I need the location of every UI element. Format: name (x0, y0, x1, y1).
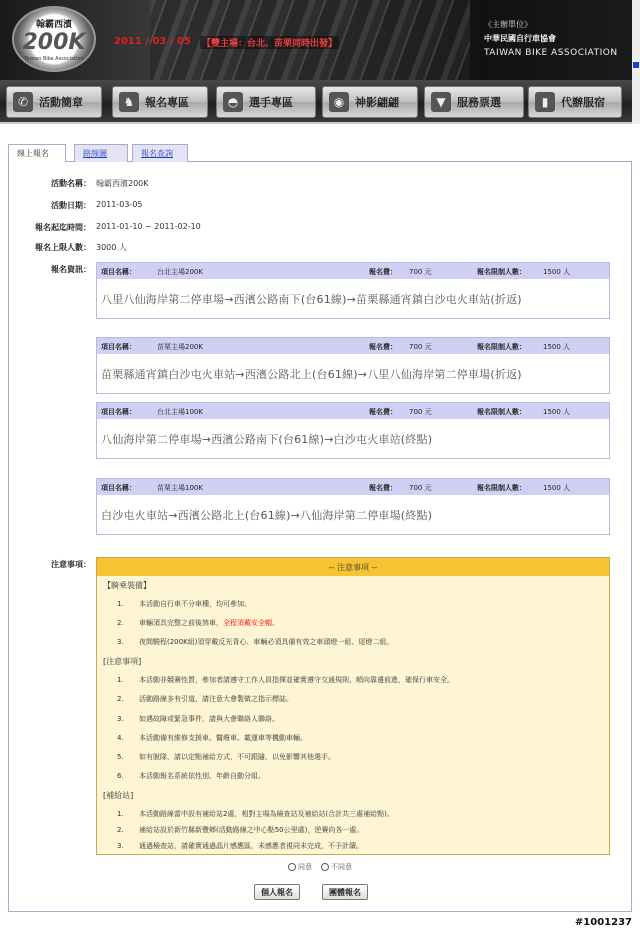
side-strip (632, 0, 640, 124)
route-name: 苗栗主場100K (157, 484, 203, 492)
nav-item-riders[interactable] (216, 86, 316, 118)
route-limit-label: 報名限制人數： (477, 408, 526, 416)
nav-item-lodging[interactable] (528, 86, 622, 118)
registration-panel (8, 162, 632, 912)
route-header (97, 263, 609, 279)
event-date-label: 活動日期： (51, 201, 91, 210)
notice-section-title: 【騎乘裝備】 (103, 581, 151, 590)
organizer-english: TAIWAN BIKE ASSOCIATION (484, 48, 618, 58)
route-name: 苗栗主場200K (157, 343, 203, 351)
route-limit: 1500 人 (543, 343, 571, 351)
event-name-label: 活動名稱： (51, 179, 91, 188)
route-limit: 1500 人 (543, 484, 571, 492)
event-date-value: 2011-03-05 (96, 200, 143, 209)
route-path: 白沙屯火車站→西濱公路北上(台61線)→八仙海岸第二停車場(終點) (101, 508, 433, 522)
megaphone-icon: ✆ (13, 92, 33, 112)
route-limit-label: 報名限制人數： (477, 268, 526, 276)
nav-item-activity[interactable] (6, 86, 102, 118)
nav-label: 選手專區 (249, 96, 293, 109)
route-limit-label: 報名限制人數： (477, 484, 526, 492)
route-fee-label: 報名費： (369, 268, 397, 276)
route-fee-label: 報名費： (369, 484, 397, 492)
route-header (97, 338, 609, 354)
notice-header: -- 注意事項 -- (97, 558, 609, 576)
notice-item: 6. 本活動報名系統依性別、年齡自動分組。 (117, 772, 265, 780)
route-fee: 700 元 (409, 484, 432, 492)
event-tagline: 【雙主場：台北、苗栗同時出發】 (200, 36, 339, 49)
capacity-label: 報名上限人數： (35, 243, 91, 252)
nav-item-register[interactable] (112, 86, 208, 118)
route-card (96, 402, 610, 459)
notice-label: 注意事項： (51, 560, 91, 569)
nav-label: 報名專區 (145, 96, 189, 109)
period-value: 2011-01-10 ~ 2011-02-10 (96, 222, 201, 231)
bottle-icon: ▮ (535, 92, 555, 112)
helmet-warning: 全程須戴安全帽。 (223, 619, 279, 627)
event-logo[interactable] (12, 6, 96, 72)
notice-item: 4. 本活動備有維修支援車、醫療車、載運車等機動車輛。 (117, 734, 307, 742)
logo-bottom-text: Taiwan Bike Association (24, 56, 84, 62)
tab-online-register[interactable]: 線上報名 (8, 144, 66, 163)
route-path: 苗栗縣通宵鎮白沙屯火車站→西濱公路北上(台61線)→八里八仙海岸第二停車場(折返) (101, 367, 522, 381)
notice-item: 2. 補給站設於新竹縣新豐鄉(活動路線之中心點50公里處)，逆賽向各一處。 (117, 826, 364, 834)
route-item-label: 項目名稱： (101, 408, 136, 416)
route-name: 台北主場100K (157, 408, 203, 416)
route-limit: 1500 人 (543, 408, 571, 416)
tab-bar (8, 144, 632, 162)
route-item-label: 項目名稱： (101, 484, 136, 492)
helmet-icon: ◓ (223, 92, 243, 112)
notice-item: 2. 車輛須具完整之前後煞車，全程須戴安全帽。 (117, 619, 279, 627)
agree-label: 同意 (298, 863, 313, 871)
agree-row (9, 862, 631, 872)
route-card (96, 478, 610, 535)
route-fee-label: 報名費： (369, 408, 397, 416)
cyclist-icon: ♞ (119, 92, 139, 112)
info-label: 報名資訊： (51, 265, 91, 274)
tab-register-query[interactable]: 報名查詢 (132, 144, 188, 162)
notice-item: 3. 通過檢查站，請確實通過晶片感應區，未感應者視同未完成，不予計績。 (117, 842, 363, 850)
notice-item: 3. 夜間騎程(200K組)須穿戴反光背心、車輛必須具備有效之車頭燈一組、尾燈二組。 (117, 638, 394, 646)
blue-marker (633, 62, 639, 68)
route-header (97, 479, 609, 495)
main-nav (0, 80, 632, 124)
organizer-block (484, 18, 618, 60)
nav-label: 活動簡章 (39, 96, 83, 109)
camera-icon: ◉ (329, 92, 349, 112)
event-name-value: 翰霸西濱200K (96, 179, 149, 188)
route-fee-label: 報名費： (369, 343, 397, 351)
group-register-button[interactable]: 團體報名 (322, 884, 368, 900)
logo-top-text: 翰霸西濱 (35, 20, 72, 30)
organizer-name: 中華民國自行車協會 (484, 34, 556, 43)
watermark: #1001237 (574, 917, 632, 928)
capacity-value: 3000 人 (96, 243, 127, 252)
agree-radio[interactable] (288, 863, 296, 871)
route-item-label: 項目名稱： (101, 268, 136, 276)
route-item-label: 項目名稱： (101, 343, 136, 351)
organizer-sub: 《主辦單位》 (484, 20, 532, 29)
route-card (96, 337, 610, 394)
route-fee: 700 元 (409, 343, 432, 351)
nav-label: 服務票選 (457, 96, 501, 109)
tab-route-map[interactable]: 路線圖 (74, 144, 128, 162)
notice-section-title: [補給站] (103, 791, 134, 800)
route-name: 台北主場200K (157, 268, 203, 276)
period-label: 報名起迄時間： (35, 223, 91, 232)
notice-item: 1. 本活動路線當中設有補給站2處，相對主場為檢查站及補給站(合計共三處補給點)。 (117, 810, 394, 818)
route-limit: 1500 人 (543, 268, 571, 276)
route-path: 八仙海岸第二停車場→西濱公路南下(台61線)→白沙屯火車站(終點) (101, 432, 433, 446)
nav-label: 神影翩翩 (355, 96, 399, 109)
personal-register-button[interactable]: 個人報名 (254, 884, 300, 900)
route-card (96, 262, 610, 319)
event-date-banner: 2011 / 03 / 05 (114, 36, 191, 47)
disagree-label: 不同意 (330, 863, 352, 871)
notice-item: 2. 活動路線多有引道，請注意大會製做之指示標誌。 (117, 695, 293, 703)
notice-section-title: [注意事項] (103, 657, 142, 666)
notice-item: 5. 如有脫隊，請以定點補給方式，不可跟隨，以免影響其他選手。 (117, 753, 335, 761)
notice-item: 3. 如遇故障或緊急事件，請與大會聯絡人聯絡。 (117, 715, 279, 723)
route-header (97, 403, 609, 419)
nav-item-gallery[interactable] (322, 86, 418, 118)
notice-item: 1. 本活動非競賽性質，參加者請遵守工作人員指揮並確實遵守交通規則，順向靠邊前進，確保行車安全。 (117, 676, 454, 684)
route-limit-label: 報名限制人數： (477, 343, 526, 351)
jersey-icon: ▼ (431, 92, 451, 112)
route-path: 八里八仙海岸第二停車場→西濱公路南下(台61線)→苗栗縣通宵鎮白沙屯火車站(折返) (101, 292, 522, 306)
route-fee: 700 元 (409, 408, 432, 416)
notice-box (96, 557, 610, 855)
route-fee: 700 元 (409, 268, 432, 276)
header-banner (0, 0, 640, 80)
notice-item: 1. 本活動自行車不分車種，均可參加。 (117, 600, 251, 608)
nav-label: 代辦服宿 (561, 96, 605, 109)
nav-item-service[interactable] (424, 86, 524, 118)
disagree-radio[interactable] (321, 863, 329, 871)
logo-main-text: 200K (22, 30, 86, 55)
